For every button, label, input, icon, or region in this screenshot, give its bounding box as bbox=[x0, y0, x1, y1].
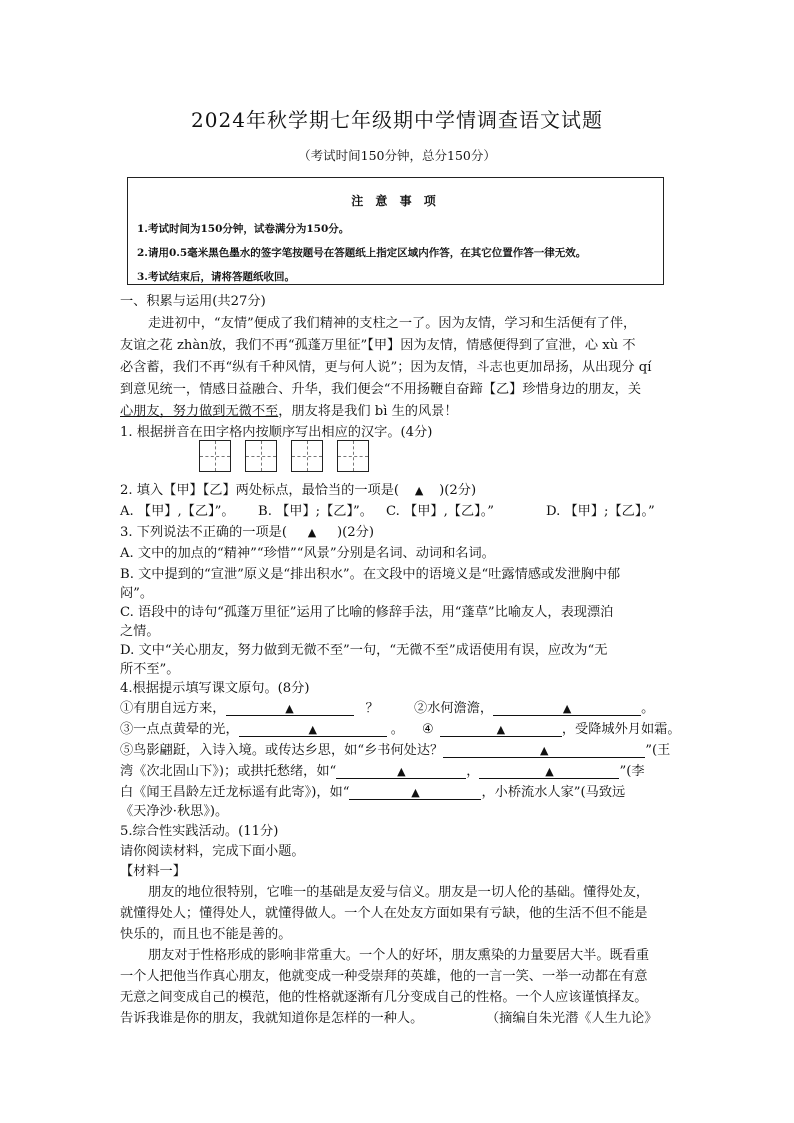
passage-line-3: 必含蓄，我们不再“纵有千种风情，更与何人说”；因为友情，斗志也更加昂扬，从出现分 qí bbox=[120, 360, 652, 375]
q4-item-5-line-4: 《天净沙·秋思》)。 bbox=[120, 804, 229, 819]
tianzige-box-4[interactable] bbox=[337, 440, 369, 472]
notice-box bbox=[127, 177, 664, 285]
answer-blank[interactable]: ▲ bbox=[226, 701, 354, 716]
answer-triangle: ▲ bbox=[414, 484, 424, 497]
question-2-stem: 2. 填入【甲】【乙】两处标点，最恰当的一项是( ▲ )(2分) bbox=[120, 483, 477, 498]
material-1-p2-line-2: 一个人把他当作真心朋友，他就变成一种受崇拜的英雄，他的一言一笑、一举一动都在有意 bbox=[120, 969, 648, 984]
material-1-label: 【材料一】 bbox=[120, 864, 186, 879]
q3-option-d-2: 所不至”。 bbox=[120, 662, 180, 677]
answer-blank[interactable]: ▲ bbox=[443, 743, 645, 758]
material-1-p1-line-3: 快乐的，而且也不能是善的。 bbox=[120, 927, 292, 942]
q4-item-5-line-1: ⑤鸟影翩跹，入诗入境。或传达乡思，如“乡书何处达？ ▲ ”(王 bbox=[120, 743, 671, 758]
q2-option-d: D. 【甲】;【乙】。” bbox=[546, 504, 655, 519]
tianzige-box-3[interactable] bbox=[291, 440, 323, 472]
material-1-p2-line-3: 无意之间变成自己的模范，他的性格就逐渐有几分变成自己的性格。一个人应该谨慎择友。 bbox=[120, 990, 648, 1005]
question-5-stem: 5.综合性实践活动。(11分) bbox=[120, 824, 279, 839]
notice-item-1: 1.考试时间为150分钟，试卷满分为150分。 bbox=[137, 223, 350, 235]
answer-blank[interactable]: ▲ bbox=[336, 764, 466, 779]
q2-option-c: C. 【甲】,【乙】。” bbox=[386, 504, 495, 519]
q3-option-c-2: 之情。 bbox=[120, 624, 160, 639]
exam-time-note: （考试时间150分钟，总分150分） bbox=[298, 148, 496, 163]
material-1-source: （摘编自朱光潜《人生九论》 bbox=[486, 1011, 658, 1026]
material-1-p2-line-4: 告诉我谁是你的朋友，我就知道你是怎样的一种人。 bbox=[120, 1011, 424, 1026]
q3-option-d-1: D. 文中“关心朋友，努力做到无微不至”一句，“无微不至”成语使用有误，应改为“无 bbox=[120, 643, 608, 658]
page-title: 2024年秋学期七年级期中学情调查语文试题 bbox=[191, 108, 603, 132]
material-1-p1-line-1: 朋友的地位很特别，它唯一的基础是友爱与信义。朋友是一切人伦的基础。懂得处友， bbox=[148, 885, 650, 900]
passage-line-1: 走进初中，“友情”便成了我们精神的支柱之一了。因为友情，学习和生活便有了伴， bbox=[148, 316, 637, 331]
passage-line-2: 友谊之花 zhàn放，我们不再“孤蓬万里征”【甲】因为友情，情感便得到了宣泄，心 xù 不 bbox=[120, 338, 636, 353]
q2-option-b: B. 【甲】;【乙】”。 bbox=[258, 504, 373, 519]
tianzige-box-2[interactable] bbox=[245, 440, 277, 472]
q3-option-a: A. 文中的加点的“精神”“珍惜”“风景”分别是名词、动词和名词。 bbox=[120, 546, 495, 561]
answer-blank[interactable]: ▲ bbox=[349, 785, 481, 800]
q4-item-2: ②水何澹澹， ▲ 。 bbox=[414, 701, 655, 716]
question-4-stem: 4.根据提示填写课文原句。(8分) bbox=[120, 681, 310, 696]
material-1-p2-line-1: 朋友对于性格形成的影响非常重大。一个人的好坏，朋友熏染的力量要居大半。既看重 bbox=[148, 948, 650, 963]
answer-triangle: ▲ bbox=[307, 526, 317, 539]
question-3-stem: 3. 下列说法不正确的一项是( ▲ )(2分) bbox=[120, 525, 374, 540]
q3-option-c-1: C. 语段中的诗句“孤蓬万里征”运用了比喻的修辞手法，用“蓬草”比喻友人，表现漂泊 bbox=[120, 605, 614, 620]
tianzige-box-1[interactable] bbox=[199, 440, 231, 472]
answer-blank[interactable]: ▲ bbox=[493, 701, 641, 716]
q4-item-1: ①有朋自远方来， ▲ ？ bbox=[120, 701, 379, 716]
material-1-p1-line-2: 就懂得处人；懂得处人，就懂得做人。一个人在处友方面如果有亏缺，他的生活不但不能是 bbox=[120, 906, 648, 921]
q3-option-b-2: 闷”。 bbox=[120, 586, 154, 601]
notice-item-3: 3.考试结束后，请将答题纸收回。 bbox=[137, 271, 295, 283]
answer-blank[interactable]: ▲ bbox=[239, 722, 387, 737]
q5-intro: 请你阅读材料，完成下面小题。 bbox=[120, 844, 305, 859]
question-1: 1. 根据拼音在田字格内按顺序写出相应的汉字。(4分) bbox=[120, 425, 433, 440]
q4-item-4: ④ ▲ ，受降城外月如霜。 bbox=[422, 722, 681, 737]
answer-blank[interactable]: ▲ bbox=[479, 764, 619, 779]
answer-blank[interactable]: ▲ bbox=[440, 722, 562, 737]
section-heading: 一、积累与运用(共27分) bbox=[120, 294, 266, 309]
passage-line-5-rest: ，朋友将是我们 bì 生的风景！ bbox=[278, 404, 458, 419]
q3-option-b-1: B. 文中提到的“宣泄”原义是“排出积水”。在文段中的语境义是“吐露情感或发泄胸中郁 bbox=[120, 567, 621, 582]
passage-line-4: 到意见统一，情感日益融合、升华，我们便会“不用扬鞭自奋蹄【乙】珍惜身边的朋友，关 bbox=[120, 382, 642, 397]
underlined-phrase: 心朋友，努力做到无微不至 bbox=[120, 404, 279, 419]
q4-item-5-line-3: 白《闻王昌龄左迁龙标遥有此寄》)，如“ ▲ ，小桥流水人家”(马致远 bbox=[120, 785, 626, 800]
notice-heading: 注 意 事 项 bbox=[351, 194, 440, 208]
notice-item-2: 2.请用0.5毫米黑色墨水的签字笔按题号在答题纸上指定区域内作答，在其它位置作答一律无效。 bbox=[137, 247, 587, 259]
passage-line-5 bbox=[120, 404, 458, 420]
q2-option-a: A. 【甲】,【乙】”。 bbox=[120, 504, 235, 519]
q4-item-3: ③一点点黄晕的光， ▲ 。 bbox=[120, 722, 404, 737]
q4-item-5-line-2: 湾《次北固山下》)；或拱托愁绪，如“ ▲ ， ▲ ”(李 bbox=[120, 764, 645, 779]
